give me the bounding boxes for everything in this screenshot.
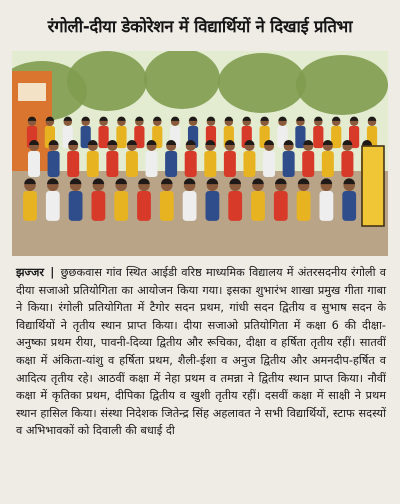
photo-student-body — [92, 191, 106, 221]
photo-student-body — [46, 191, 60, 221]
photo-building-sign — [18, 83, 46, 101]
article-body — [16, 264, 386, 440]
photo-student-body — [28, 151, 40, 177]
photo-student-body — [87, 151, 99, 177]
photo-student-body — [69, 191, 83, 221]
photo-student-body — [160, 191, 174, 221]
photo-student-body — [185, 151, 197, 177]
photo-student-body — [114, 191, 128, 221]
photo-student-body — [322, 151, 334, 177]
photo-tree — [144, 51, 220, 109]
photo-student-body — [48, 151, 60, 177]
headline: रंगोली-दीया डेकोरेशन में विद्यार्थियों ने दिखाई प्रतिभा — [47, 16, 353, 36]
group-photo — [12, 51, 388, 256]
group-photo-icon — [12, 51, 388, 256]
photo-student-body — [23, 191, 37, 221]
photo-student-body — [251, 191, 265, 221]
dateline: झज्जर — [16, 266, 45, 279]
photo-student-body — [224, 151, 236, 177]
photo-student-body — [313, 126, 323, 148]
photo-student-body — [342, 191, 356, 221]
photo-student-body — [228, 191, 242, 221]
photo-tree — [218, 53, 306, 113]
photo-student-body — [302, 151, 314, 177]
photo-student-body — [320, 191, 334, 221]
article-text: छुछकवास गांव स्थित आईडी वरिष्ठ माध्यमिक विद्यालय में अंतरसदनीय रंगोली व दीया सजाओ प्रतियोगिता का आयोजन किया गया। इसका शुभारंभ शाखा प्रमुख गीता गाबा ने किया। रंगोली प्रतियोगिता में टैगोर सदन प्रथम, गांधी सदन द्वितीय व सुभाष सदन के विद्यार्थियों ने तृतीय स्थान प्राप्त किया। दीया सजाओ प्रतियोगिता में कक्षा 6 की दीक्षा-अनुष्का प्रथम रीया, पावनी-दिव्या द्वितीय और रूचिका, दीक्षा व हर्षिता तृतीय रहीं। सातवीं कक्षा में अंकिता-यांशु व हर्षिता प्रथम, शैली-ईशा व अनुज द्वितीय और अमनदीप-हर्षित व आदित्य तृतीय रहे। आठवीं कक्षा में नेहा प्रथम व तमन्ना ने द्वितीय स्थान प्राप्त किया। नौवीं कक्षा में कृतिका प्रथम, दीपिका द्वितीय व खुशी तृतीय रहीं। दसवीं कक्षा में साक्षी ने प्रथम स्थान हासिल किया। संस्था निदेशक जितेन्द्र सिंह अहलावत ने सभी विद्यार्थियों, स्टाफ सदस्यों व अभिभावकों को दिवाली की बधाई दी — [16, 266, 387, 438]
photo-student-body — [98, 126, 108, 148]
photo-student-body — [116, 126, 126, 148]
photo-student-body — [106, 151, 118, 177]
photo-student-body — [297, 191, 311, 221]
photo-student-body — [126, 151, 138, 177]
photo-poster — [362, 146, 384, 226]
photo-student-body — [67, 151, 79, 177]
photo-student-body — [183, 191, 197, 221]
photo-student-body — [341, 151, 353, 177]
dateline-separator: | — [50, 266, 55, 279]
photo-student-body — [165, 151, 177, 177]
photo-student-body — [204, 151, 216, 177]
photo-student-body — [243, 151, 255, 177]
photo-student-body — [263, 151, 275, 177]
photo-tree — [296, 55, 388, 115]
photo-student-body — [137, 191, 151, 221]
photo-student-body — [146, 151, 158, 177]
photo-student-body — [283, 151, 295, 177]
photo-tree — [67, 51, 147, 111]
photo-student-body — [274, 191, 288, 221]
photo-student-body — [206, 191, 220, 221]
